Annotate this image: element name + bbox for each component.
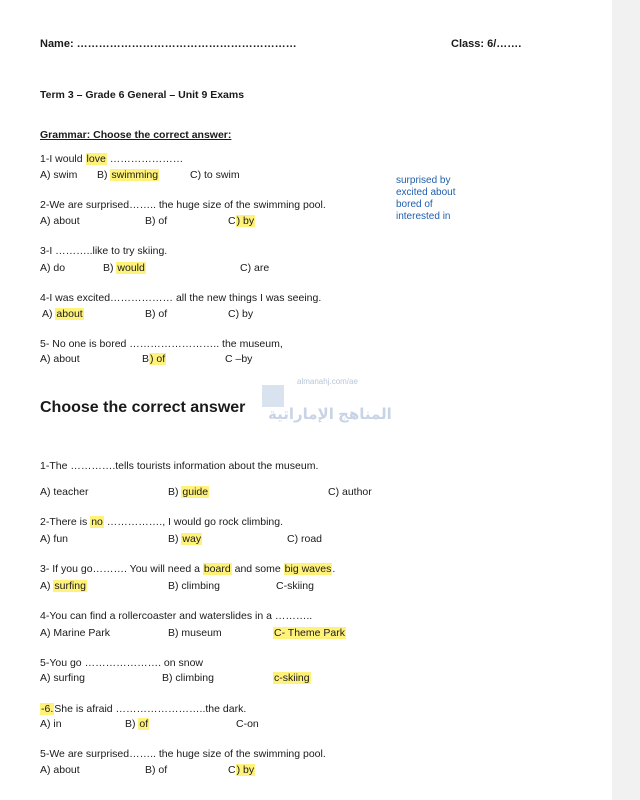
watermark-logo-icon bbox=[262, 385, 284, 407]
s2-q3-option-a: A) surfing bbox=[40, 580, 86, 592]
grammar-q1: 1-I would love ………………… bbox=[40, 153, 184, 165]
grammar-q4-option-c: C) by bbox=[228, 308, 254, 320]
s2-q5-option-a: A) surfing bbox=[40, 672, 85, 684]
name-field: Name: …………………………………………………… bbox=[40, 38, 297, 50]
watermark-arabic: المناهج الإماراتية bbox=[268, 406, 392, 423]
s2-q4-option-a: A) Marine Park bbox=[40, 627, 111, 639]
grammar-q5-option-a: A) about bbox=[40, 353, 80, 365]
s2-q6-option-c: C-on bbox=[236, 718, 259, 730]
grammar-q2-option-b: B) of bbox=[145, 215, 168, 227]
s2-q1-option-b: B) guide bbox=[168, 486, 209, 498]
s2-q6-option-a: A) in bbox=[40, 718, 62, 730]
s2-q2-option-c: C) road bbox=[287, 533, 323, 545]
grammar-q5-option-b: B) of bbox=[142, 353, 166, 365]
s2-q3: 3- If you go………. You will need a board and some big waves. bbox=[40, 563, 336, 575]
exam-subtitle: Term 3 – Grade 6 General – Unit 9 Exams bbox=[40, 89, 245, 101]
highlight: love bbox=[86, 153, 106, 165]
s2-q6-option-b: B) of bbox=[125, 718, 149, 730]
grammar-title: Grammar: Choose the correct answer: bbox=[40, 129, 232, 141]
grammar-q2-option-a: A) about bbox=[40, 215, 80, 227]
grammar-q3: 3-I ………..like to try skiing. bbox=[40, 245, 168, 257]
watermark-url: almanahj.com/ae bbox=[297, 377, 358, 386]
grammar-q5: 5- No one is bored …………………….. the museum, bbox=[40, 338, 283, 350]
grammar-q4: 4-I was excited……………… all the new things I was seeing. bbox=[40, 292, 322, 304]
grammar-q2-option-c: C) by bbox=[228, 215, 255, 227]
grammar-q1-option-a: A) swim bbox=[40, 169, 78, 181]
grammar-q3-option-a: A) do bbox=[40, 262, 66, 274]
page-edge bbox=[612, 0, 640, 800]
s2-q5: 5-You go …………………. on snow bbox=[40, 657, 204, 669]
s2-q2-option-b: B) way bbox=[168, 533, 202, 545]
s2-q4: 4-You can find a rollercoaster and waterslides in a ……….. bbox=[40, 610, 313, 622]
s2-q4-option-b: B) museum bbox=[168, 627, 222, 639]
grammar-q2: 2-We are surprised…….. the huge size of the swimming pool. bbox=[40, 199, 326, 211]
side-notes: surprised by excited about bored of interested in bbox=[396, 175, 456, 222]
s2-q2-option-a: A) fun bbox=[40, 533, 69, 545]
s2-q2: 2-There is no ……………., I would go rock climbing. bbox=[40, 516, 284, 528]
s2-q7: 5-We are surprised…….. the huge size of the swimming pool. bbox=[40, 748, 326, 760]
s2-q3-option-c: C-skiing bbox=[276, 580, 314, 592]
s2-q5-option-c: c-skiing bbox=[274, 672, 310, 684]
s2-q1: 1-The ………….tells tourists information about the museum. bbox=[40, 460, 319, 472]
grammar-q5-option-c: C –by bbox=[225, 353, 253, 365]
s2-q5-option-b: B) climbing bbox=[162, 672, 214, 684]
grammar-q3-option-b: B) would bbox=[103, 262, 145, 274]
grammar-q3-option-c: C) are bbox=[240, 262, 270, 274]
s2-q3-option-b: B) climbing bbox=[168, 580, 220, 592]
s2-q1-option-c: C) author bbox=[328, 486, 372, 498]
s2-q7-option-c: C) by bbox=[228, 764, 255, 776]
s2-q6: -6.She is afraid ……………………..the dark. bbox=[41, 703, 247, 715]
class-field: Class: 6/……. bbox=[451, 38, 522, 50]
s2-q1-option-a: A) teacher bbox=[40, 486, 89, 498]
grammar-q4-option-b: B) of bbox=[145, 308, 168, 320]
s2-q4-option-c: C- Theme Park bbox=[274, 627, 345, 639]
grammar-q4-option-a: A) about bbox=[42, 308, 83, 320]
s2-q7-option-b: B) of bbox=[145, 764, 168, 776]
grammar-q1-option-b: B) swimming bbox=[97, 169, 159, 181]
section2-title: Choose the correct answer bbox=[40, 399, 246, 416]
grammar-q1-option-c: C) to swim bbox=[190, 169, 240, 181]
s2-q7-option-a: A) about bbox=[40, 764, 80, 776]
